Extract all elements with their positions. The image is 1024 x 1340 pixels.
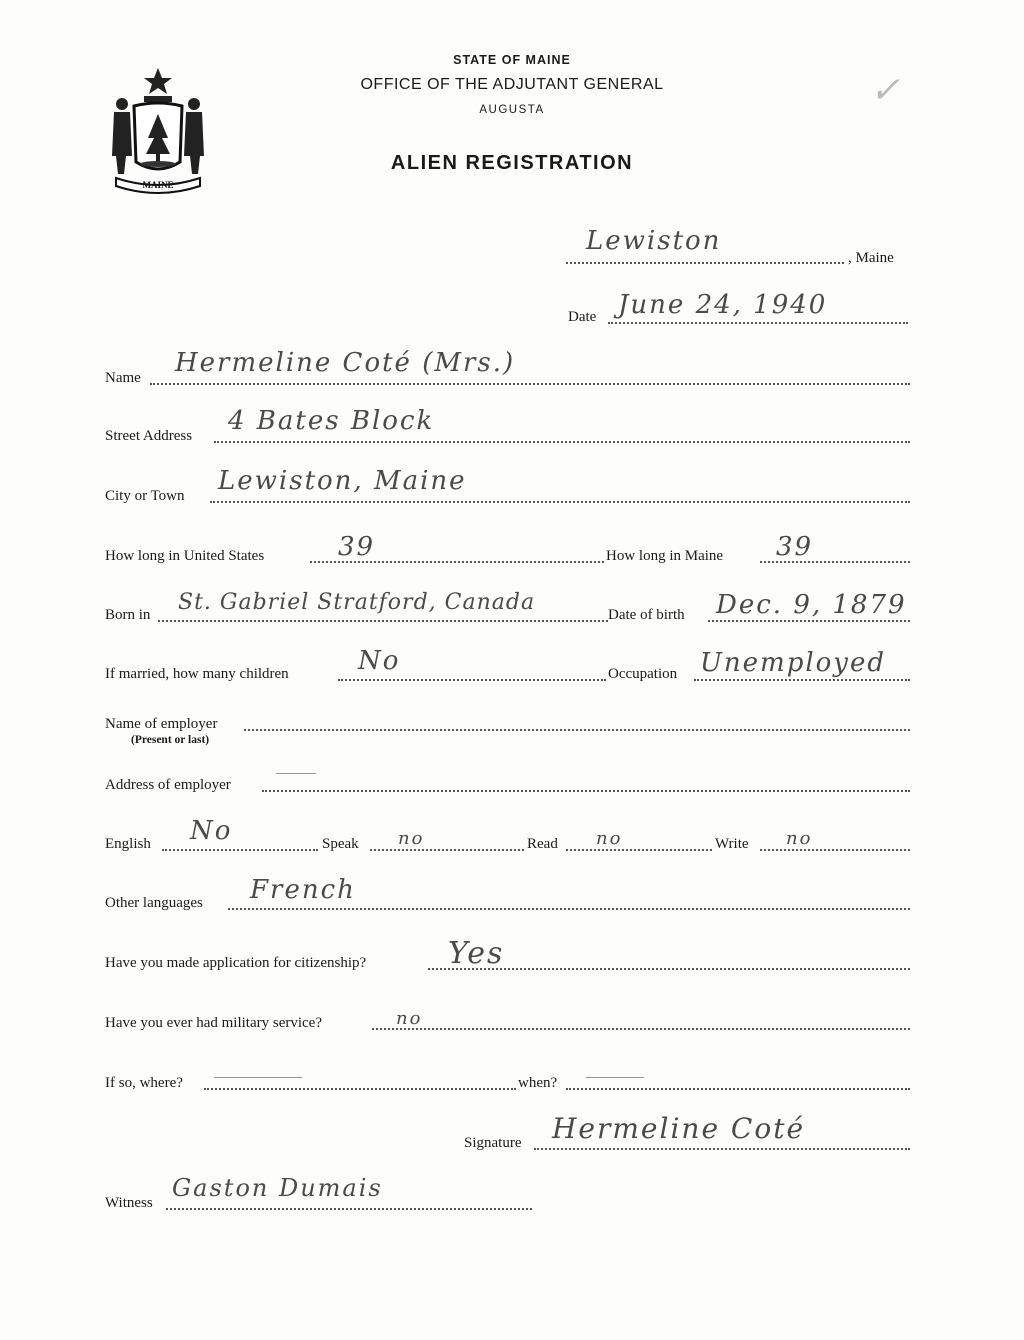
occupation-entry: Unemployed	[700, 648, 887, 678]
english-entry: No	[190, 816, 233, 846]
seal-text: MAINE	[142, 180, 174, 190]
military-label: Have you ever had military service?	[105, 1015, 322, 1031]
other-languages-entry: French	[250, 875, 356, 905]
employer-address-line	[262, 790, 910, 792]
military-line	[372, 1028, 910, 1030]
read-label: Read	[527, 836, 558, 852]
how-long-us-label: How long in United States	[105, 548, 265, 564]
born-in-line	[158, 620, 608, 622]
years-us-entry: 39	[338, 532, 376, 562]
witness-line	[166, 1208, 532, 1210]
name-line	[150, 383, 910, 385]
city-entry: Lewiston, Maine	[218, 466, 467, 496]
employer-address-label: Address of employer	[105, 777, 231, 793]
write-line	[760, 849, 910, 851]
english-label: English	[105, 836, 151, 852]
children-entry: No	[358, 646, 401, 676]
occupation-label: Occupation	[608, 666, 678, 682]
street-label: Street Address	[105, 428, 193, 444]
dob-entry: Dec. 9, 1879	[716, 590, 907, 620]
when-line	[566, 1088, 910, 1090]
children-line	[338, 679, 606, 681]
date-label: Date	[568, 309, 597, 325]
header-city: AUGUSTA	[479, 104, 545, 116]
header-office: OFFICE OF THE ADJUTANT GENERAL	[360, 76, 664, 93]
signature-label: Signature	[464, 1135, 522, 1151]
witness-entry: Gaston Dumais	[172, 1174, 383, 1202]
military-entry: no	[396, 1008, 423, 1029]
when-label: when?	[518, 1075, 558, 1091]
state-seal-icon	[104, 66, 212, 194]
write-label: Write	[715, 836, 749, 852]
english-line	[162, 849, 318, 851]
speak-line	[370, 849, 524, 851]
street-entry: 4 Bates Block	[228, 406, 435, 436]
city-label: City or Town	[105, 488, 185, 504]
name-entry: Hermeline Coté (Mrs.)	[175, 348, 516, 378]
town-line	[566, 262, 844, 264]
citizenship-label: Have you made application for citizenship?	[105, 955, 367, 971]
dob-label: Date of birth	[608, 607, 685, 623]
where-line	[204, 1088, 516, 1090]
form-title: ALIEN REGISTRATION	[390, 152, 634, 174]
date-entry: June 24, 1940	[618, 290, 828, 320]
employer-address-dash	[276, 773, 316, 774]
how-long-maine-label: How long in Maine	[606, 548, 724, 564]
citizenship-entry: Yes	[448, 936, 505, 971]
when-dash	[586, 1077, 644, 1078]
city-line	[210, 501, 910, 503]
dob-line	[708, 620, 910, 622]
read-entry: no	[596, 828, 623, 849]
read-line	[566, 849, 712, 851]
where-dash	[214, 1077, 302, 1078]
write-entry: no	[786, 828, 813, 849]
employer-label: Name of employer	[105, 716, 218, 732]
corner-check-mark: ✓	[870, 70, 903, 111]
where-label: If so, where?	[105, 1075, 183, 1091]
speak-entry: no	[398, 828, 425, 849]
signature-entry: Hermeline Coté	[552, 1112, 806, 1145]
town-entry: Lewiston	[586, 226, 722, 256]
date-line	[608, 322, 908, 324]
street-line	[214, 441, 910, 443]
children-label: If married, how many children	[105, 666, 289, 682]
born-in-label: Born in	[105, 607, 151, 623]
signature-line	[534, 1148, 910, 1150]
other-languages-line	[228, 908, 910, 910]
header-state: STATE OF MAINE	[453, 53, 571, 67]
speak-label: Speak	[322, 836, 359, 852]
name-label: Name	[105, 370, 141, 386]
employer-sublabel: (Present or last)	[131, 734, 210, 746]
witness-label: Witness	[105, 1195, 153, 1211]
maine-label: , Maine	[848, 250, 894, 266]
other-languages-label: Other languages	[105, 895, 203, 911]
born-in-entry: St. Gabriel Stratford, Canada	[178, 590, 536, 615]
years-maine-entry: 39	[776, 532, 814, 562]
employer-line	[244, 729, 910, 731]
occupation-line	[694, 679, 910, 681]
